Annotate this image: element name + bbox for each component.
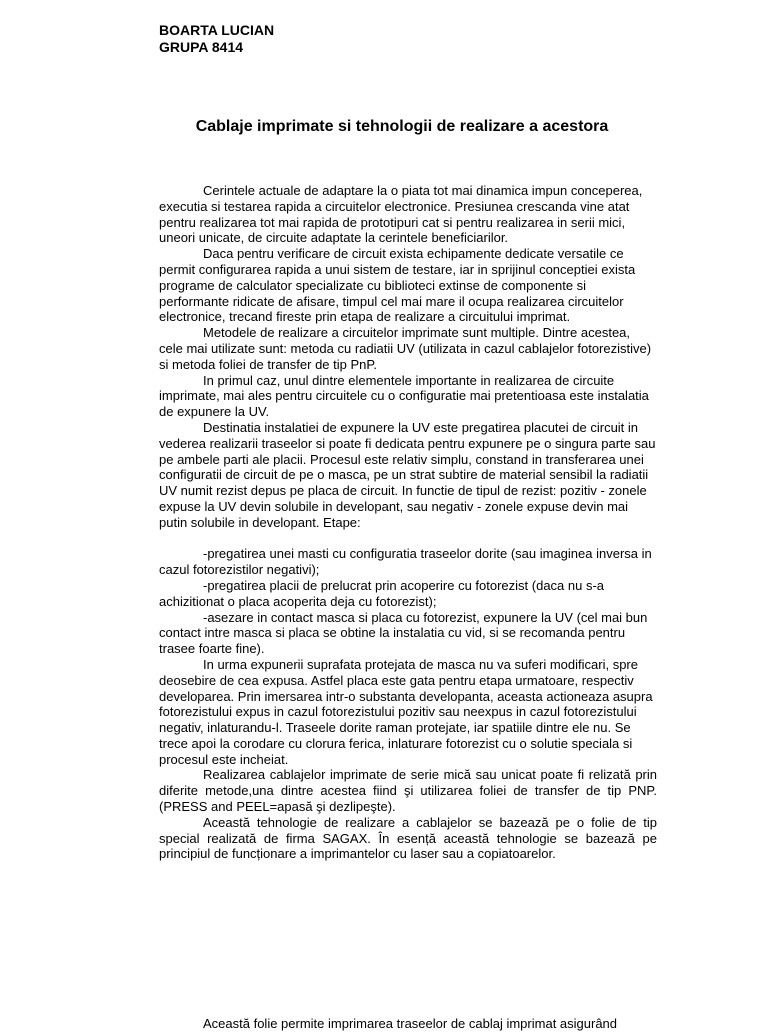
paragraph: Metodele de realizare a circuitelor imprimate sunt multiple. Dintre acestea, cele mai utilizate sunt: metoda cu radiatii UV (utilizata in cazul cablajelor fotorezistive) si metoda foliei de transfer de tip PnP.: [159, 325, 652, 372]
blank-line: [159, 531, 657, 547]
paragraph: In primul caz, unul dintre elementele importante in realizarea de circuite imprimate, mai ales pentru circuitele cu o configuratie mai pretentioasa este instalatia de expunere la UV.: [159, 372, 649, 420]
paragraph: Daca pentru verificare de circuit exista echipamente dedicate versatile ce permit configurarea rapida a unui sistem de testare, iar in sprijinul conceptiei exista programe de calculator specializate cu biblioteci extinse de componente si performante ridicate de afisare, timpul cel mai mare il ocupa realizarea circuitelor electronice, trecand fireste prin etapa de realizare a circuitului imprimat.: [159, 246, 636, 325]
document-body: [159, 183, 657, 862]
paragraph: Cerintele actuale de adaptare la o piata tot mai dinamica impun conceperea, executia si testarea rapida a circuitelor electronice. Presiunea crescanda vine atat pentru realizarea tot mai rapida de prototipuri cat si pentru realizarea in serii mici, uneori unicate, de circuite adaptate la cerintele beneficiarilor.: [159, 183, 643, 246]
step-item: -pregatirea unei masti cu configuratia traseelor dorite (sau imaginea inversa in cazul fotorezistilor negativi);: [159, 546, 652, 578]
step-item: -asezare in contact masca si placa cu fotorezist, expunere la UV (cel mai bun contact intre masca si placa se obtine la instalatia cu vid, si se recomanda pentru trasee foarte fine).: [159, 609, 648, 657]
document-title: Cablaje imprimate si tehnologii de realizare a acestora: [195, 118, 609, 135]
cutoff-text-line: Această folie permite imprimarea traseelor de cablaj imprimat asigurând: [203, 1016, 618, 1031]
paragraph: Destinatia instalatiei de expunere la UV este pregatirea placutei de circuit in vederea realizarii traseelor si poate fi dedicata pentru expunere pe o singura parte sau pe ambele parti ale placii. Procesul este relativ simplu, constand in transferarea unei configuratii de circuit de pe o masca, pe un strat subtire de material sensibil la radiatii UV numit rezist depus pe placa de circuit. In functie de tipul de rezist: pozitiv - zonele expuse la UV devin solubile in developant, sau negativ - zonele expuse devin mai putin solubile in developant. Etape:: [159, 419, 656, 530]
paragraph: Realizarea cablajelor imprimate de serie mică sau unicat poate fi relizată prin diferite metode,una dintre acestea fiind şi utilizarea foliei de transfer de tip PNP.(PRESS and PEEL=apasă şi dezlipeşte).: [159, 767, 657, 815]
step-item: -pregatirea placii de prelucrat prin acoperire cu fotorezist (daca nu s-a achizitionat o placa acoperita deja cu fotorezist);: [159, 577, 605, 609]
group-number: GRUPA 8414: [159, 39, 244, 55]
paragraph: Această tehnologie de realizare a cablajelor se bazează pe o folie de tip special realizată de firma SAGAX. În esență această tehnologie se bazează pe principiul de funcționare a imprimantelor cu laser sau a copiatoarelor.: [159, 814, 657, 862]
document-header: [159, 22, 274, 56]
paragraph: In urma expunerii suprafata protejata de masca nu va suferi modificari, spre deosebire de cea expusa. Astfel placa este gata pentru etapa urmatoare, respectiv developarea. Prin imersarea intr-o substanta developanta, aceasta actioneaza asupra fotorezistului expus in cazul fotorezistului pozitiv sau neexpus in cazul fotorezistului negativ, inlaturandu-l. Traseele dorite raman protejate, iar spatiile dintre ele nu. Se trece apoi la corodare cu clorura ferica, inlaturare fotorezist cu o solutie speciala si procesul este incheiat.: [159, 656, 653, 767]
author-name: BOARTA LUCIAN: [159, 22, 275, 38]
